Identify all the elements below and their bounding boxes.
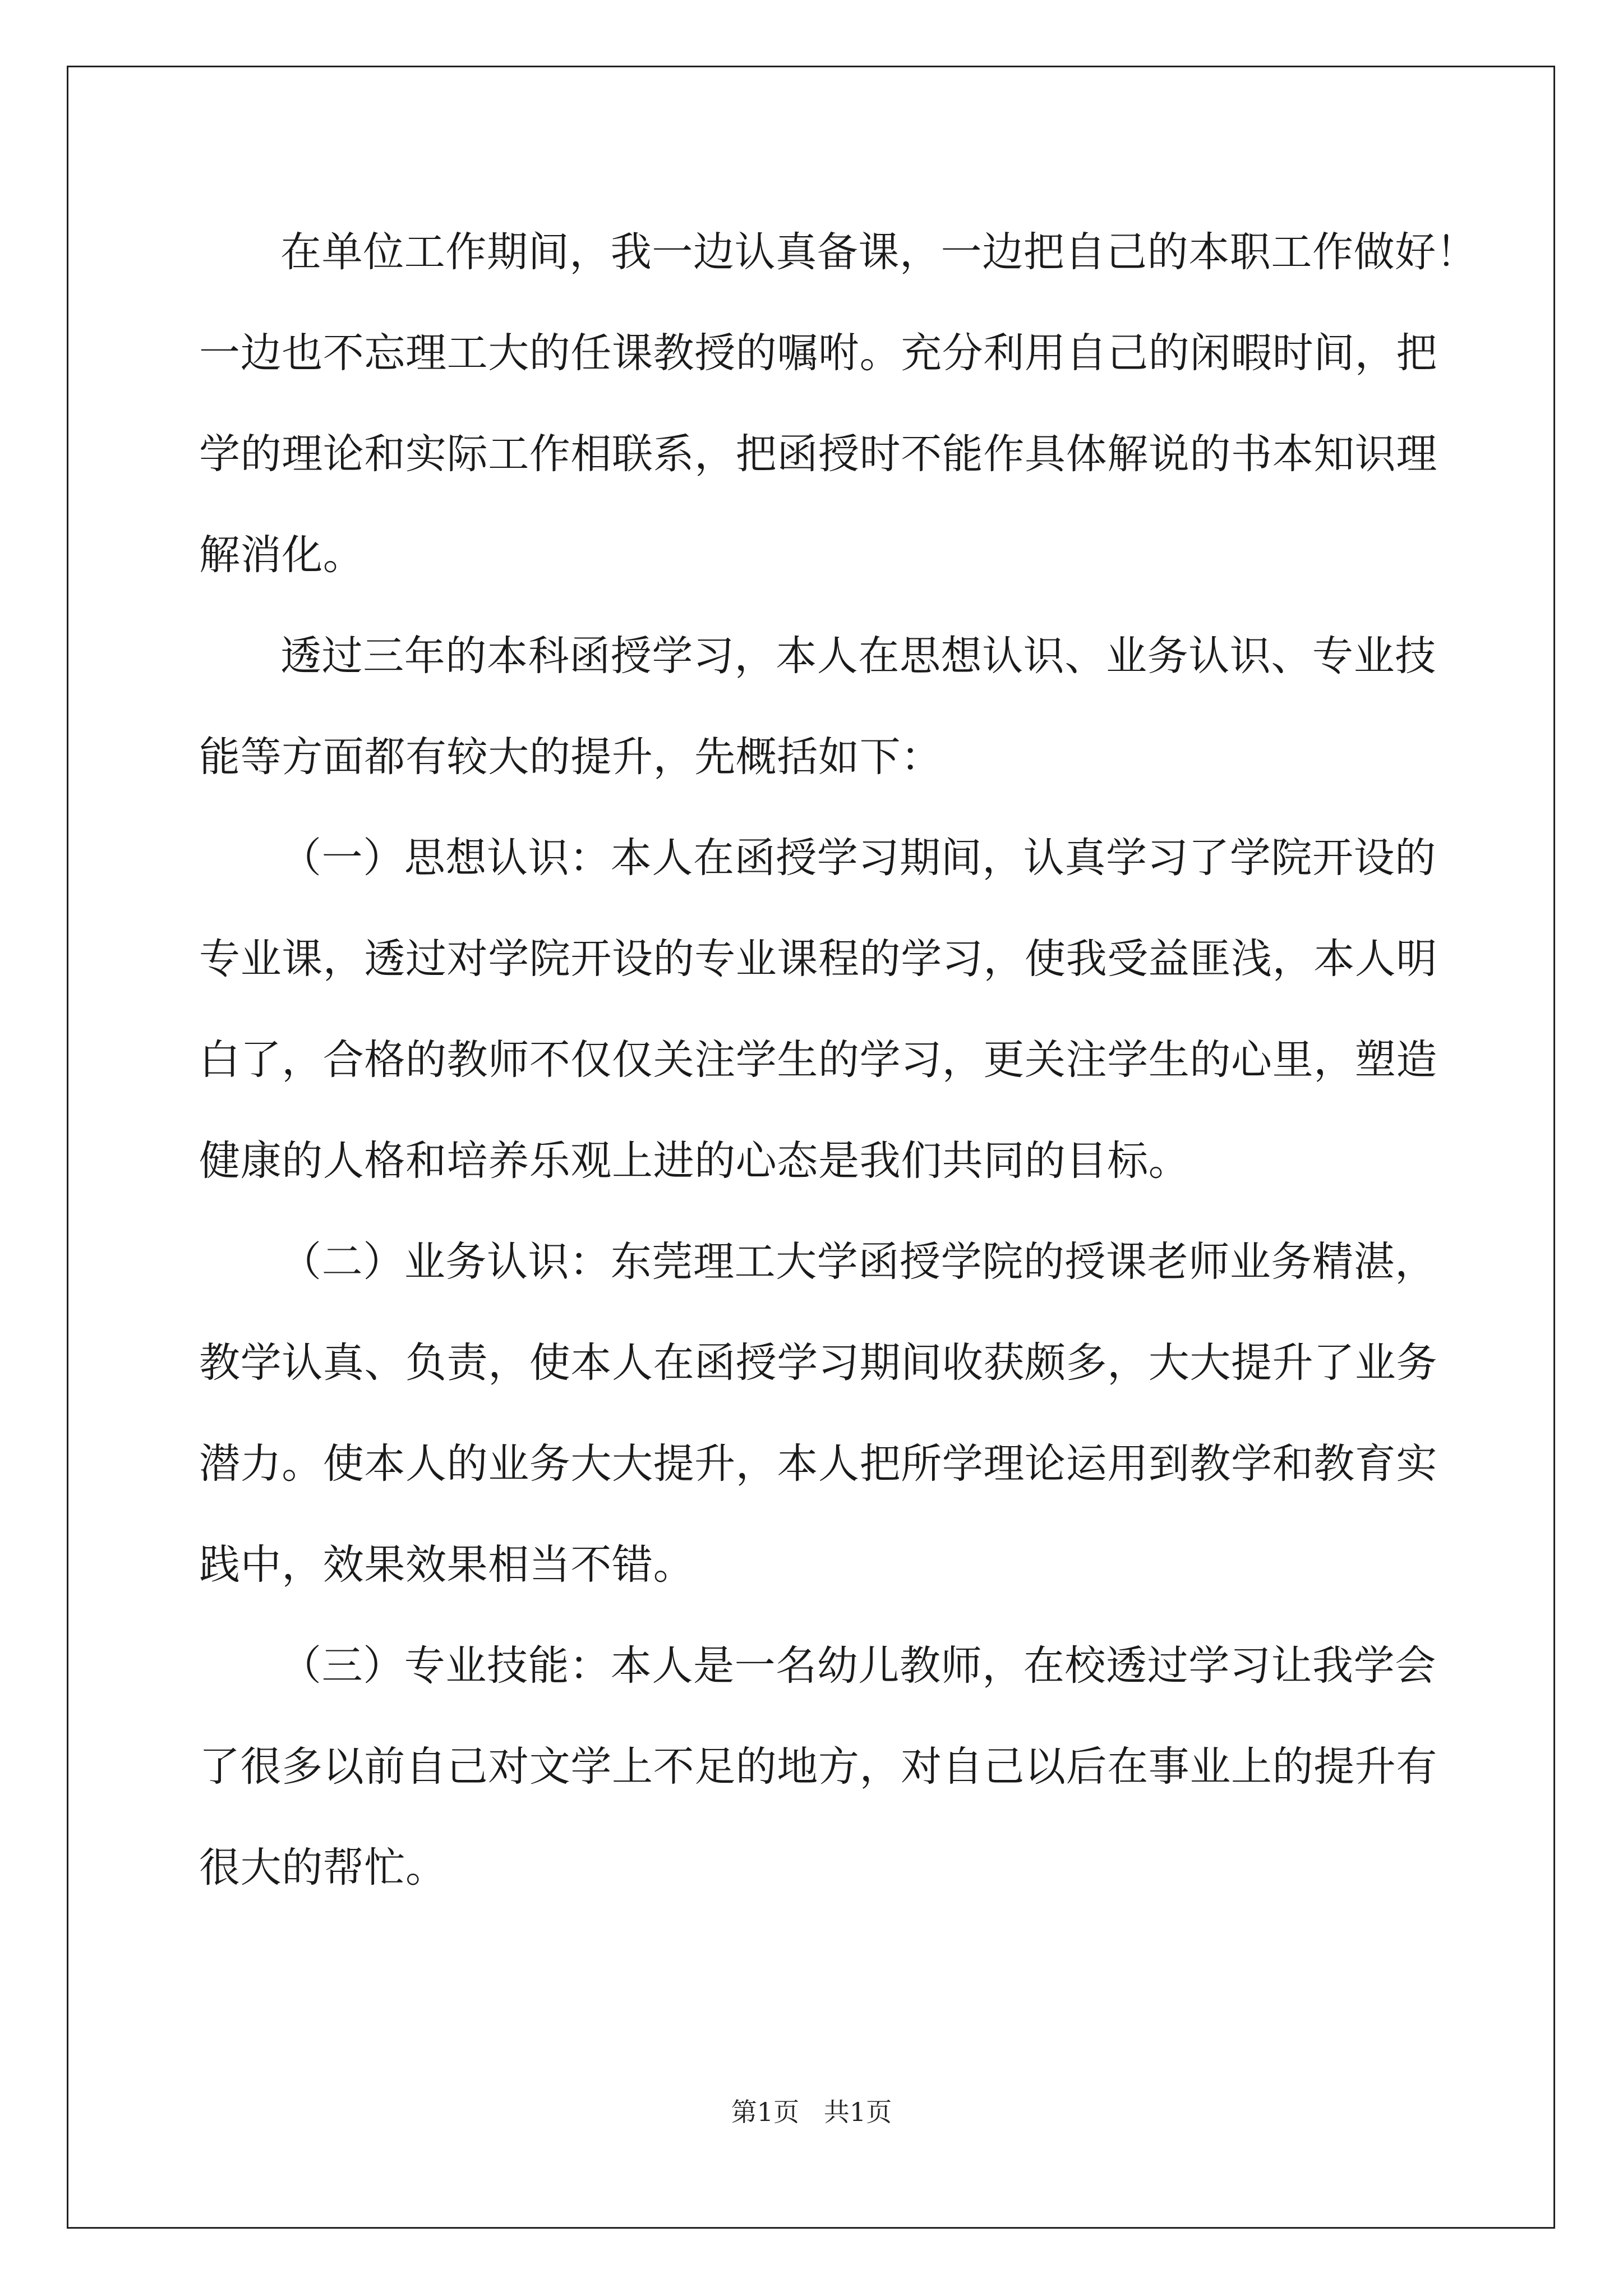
paragraph-5-line-1: （三）专业技能：本人是一名幼儿教师，在校透过学习让我学会 xyxy=(280,1642,1436,1690)
page-footer: 第1页 共1页 xyxy=(731,2097,892,2127)
paragraph-1-line-3: 学的理论和实际工作相联系，把函授时不能作具体解说的书本知识理 xyxy=(199,430,1437,478)
paragraph-3-line-2: 专业课，透过对学院开设的专业课程的学习，使我受益匪浅，本人明 xyxy=(199,935,1437,983)
paragraph-4-line-2: 教学认真、负责，使本人在函授学习期间收获颇多，大大提升了业务 xyxy=(199,1339,1437,1387)
paragraph-4-line-4: 践中，效果效果相当不错。 xyxy=(199,1541,695,1589)
paragraph-5-line-2: 了很多以前自己对文学上不足的地方，对自己以后在事业上的提升有 xyxy=(199,1743,1437,1791)
paragraph-1-line-1: 在单位工作期间，我一边认真备课，一边把自己的本职工作做好！ xyxy=(280,228,1478,276)
paragraph-3-line-3: 白了，合格的教师不仅仅关注学生的学习，更关注学生的心里，塑造 xyxy=(199,1036,1437,1084)
paragraph-2-line-2: 能等方面都有较大的提升，先概括如下： xyxy=(199,733,942,781)
paragraph-1-line-2: 一边也不忘理工大的任课教授的嘱咐。充分利用自己的闲暇时间，把 xyxy=(199,329,1437,377)
paragraph-4-line-3: 潜力。使本人的业务大大提升，本人把所学理论运用到教学和教育实 xyxy=(199,1440,1437,1488)
paragraph-3-line-1: （一）思想认识：本人在函授学习期间，认真学习了学院开设的 xyxy=(280,834,1436,882)
paragraph-4-line-1: （二）业务认识：东莞理工大学函授学院的授课老师业务精湛， xyxy=(280,1238,1436,1286)
paragraph-2-line-1: 透过三年的本科函授学习，本人在思想认识、业务认识、专业技 xyxy=(280,632,1436,680)
paragraph-3-line-4: 健康的人格和培养乐观上进的心态是我们共同的目标。 xyxy=(199,1137,1190,1185)
paragraph-1-line-4: 解消化。 xyxy=(199,531,365,579)
paragraph-5-line-3: 很大的帮忙。 xyxy=(199,1844,447,1892)
